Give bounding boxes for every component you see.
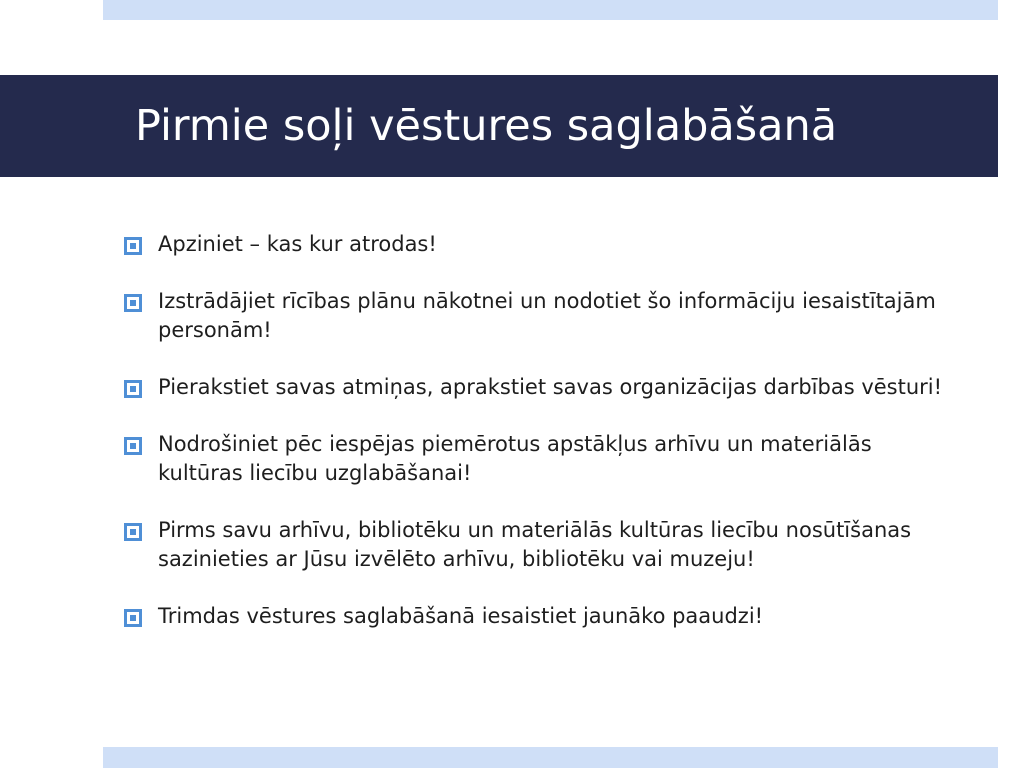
bullet-item (120, 230, 960, 259)
bullet-item (120, 373, 960, 402)
bottom-decorative-band (103, 747, 998, 768)
square-bullet-icon (124, 380, 142, 398)
bullet-text: Izstrādājiet rīcības plānu nākotnei un nodotiet šo informāciju iesaistītajām personām! (158, 289, 936, 342)
square-bullet-icon (124, 523, 142, 541)
bullet-item (120, 430, 960, 488)
bullet-text: Apziniet – kas kur atrodas! (158, 232, 437, 256)
bullet-list (120, 230, 960, 659)
bullet-item (120, 602, 960, 631)
bullet-text: Pierakstiet savas atmiņas, aprakstiet savas organizācijas darbības vēsturi! (158, 375, 943, 399)
bullet-item (120, 516, 960, 574)
square-bullet-icon (124, 237, 142, 255)
bullet-text: Trimdas vēstures saglabāšanā iesaistiet jaunāko paaudzi! (158, 604, 764, 628)
bullet-text: Pirms savu arhīvu, bibliotēku un materiālās kultūras liecību nosūtīšanas sazinieties ar Jūsu izvēlēto arhīvu, bibliotēku vai muzeju! (158, 518, 912, 571)
slide-title: Pirmie soļi vēstures saglabāšanā (135, 101, 838, 151)
bullet-item (120, 287, 960, 345)
square-bullet-icon (124, 437, 142, 455)
bullet-text: Nodrošiniet pēc iespējas piemērotus apstākļus arhīvu un materiālās kultūras liecību uzglabāšanai! (158, 432, 872, 485)
square-bullet-icon (124, 294, 142, 312)
top-decorative-band (103, 0, 998, 20)
square-bullet-icon (124, 609, 142, 627)
